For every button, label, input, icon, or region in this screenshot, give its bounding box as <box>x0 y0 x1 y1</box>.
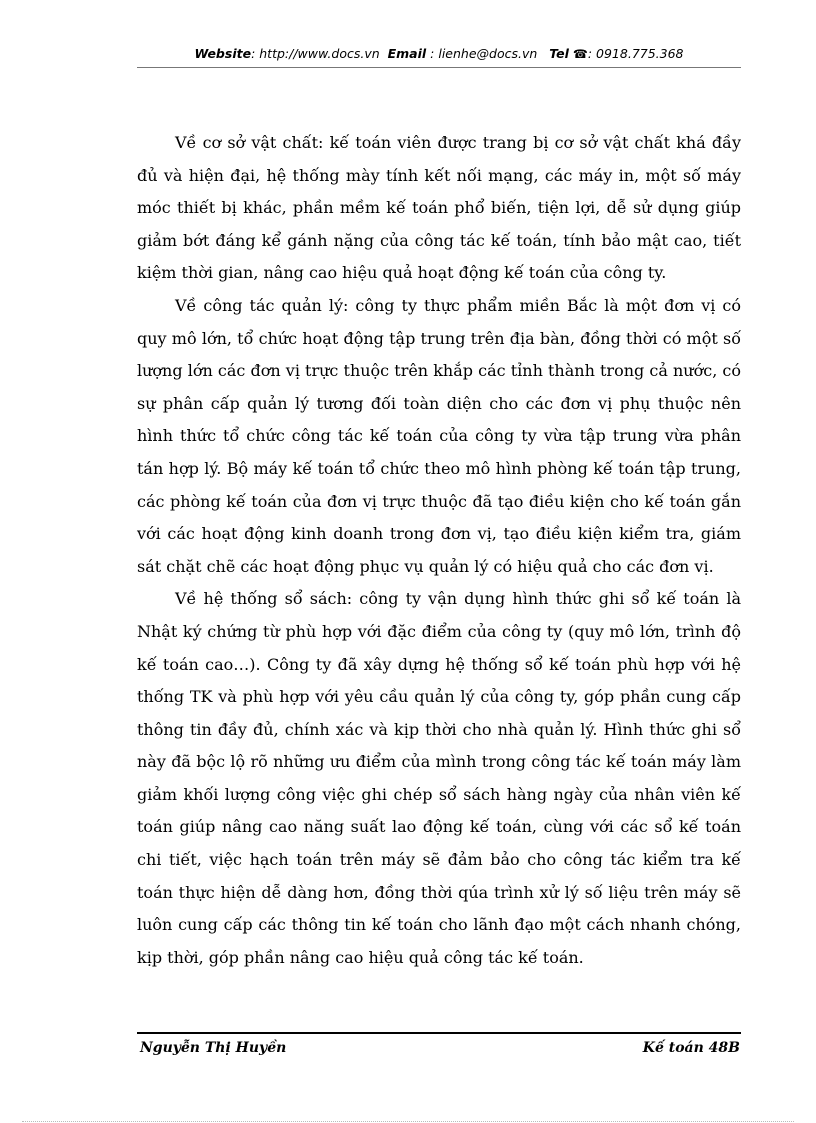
website-link[interactable]: : http://www.docs.vn <box>251 46 380 61</box>
paragraph-management: Về công tác quản lý: công ty thực phẩm miền Bắc là một đơn vị có quy mô lớn, tổ chức hoạt động tập trung trên địa bàn, đồng thời có một số lượng lớn các đơn vị trực thuộc trên khắp các tỉnh thành trong cả nước, có sự phân cấp quản lý tương đối toàn diện cho các đơn vị phụ thuộc nên hình thức tổ chức công tác kế toán của công ty vừa tập trung vừa phân tán hợp lý. Bộ máy kế toán tổ chức theo mô hình phòng kế toán tập trung, các phòng kế toán của đơn vị trực thuộc đã tạo điều kiện cho kế toán gắn với các hoạt động kinh doanh trong đơn vị, tạo điều kiện kiểm tra, giám sát chặt chẽ các hoạt động phục vụ quản lý có hiệu quả cho các đơn vị. <box>137 295 741 576</box>
header-divider <box>137 67 741 68</box>
email-link[interactable]: : lienhe@docs.vn <box>430 46 538 61</box>
footer-divider <box>137 1032 741 1034</box>
email-label: Email <box>387 46 427 61</box>
tel-value: : 0918.775.368 <box>587 46 684 61</box>
footer-class: Kế toán 48B <box>642 1040 740 1056</box>
paragraph-bookkeeping: Về hệ thống sổ sách: công ty vận dụng hình thức ghi sổ kế toán là Nhật ký chứng từ phù hợp với đặc điểm của công ty (quy mô lớn, trình độ kế toán cao…). Công ty đã xây dựng hệ thống sổ kế toán phù hợp với hệ thống TK và phù hợp với yêu cầu quản lý của công ty, góp phần cung cấp thông tin đầy đủ, chính xác và kịp thời cho nhà quản lý. Hình thức ghi sổ này đã bộc lộ rõ những ưu điểm của mình trong công tác kế toán máy làm giảm khối lượng công việc ghi chép sổ sách hàng ngày của nhân viên kế toán giúp nâng cao năng suất lao động kế toán, cùng với các sổ kế toán chi tiết, việc hạch toán trên máy sẽ đảm bảo cho công tác kiểm tra kế toán thực hiện dễ dàng hơn, đồng thời qúa trình xử lý số liệu trên máy sẽ luôn cung cấp các thông tin kế toán cho lãnh đạo một cách nhanh chóng, kịp thời, góp phần nâng cao hiệu quả công tác kế toán. <box>137 589 741 967</box>
page-edge-divider <box>22 1121 794 1122</box>
tel-label: Tel <box>549 46 569 61</box>
footer-author: Nguyễn Thị Huyền <box>140 1040 287 1056</box>
page-header <box>137 46 741 61</box>
document-body <box>137 127 741 974</box>
phone-icon: ☎ <box>572 47 588 61</box>
paragraph-facilities: Về cơ sở vật chất: kế toán viên được trang bị cơ sở vật chất khá đầy đủ và hiện đại, hệ thống mày tính kết nối mạng, các máy in, một số máy móc thiết bị khác, phần mềm kế toán phổ biến, tiện lợi, dễ sử dụng giúp giảm bớt đáng kể gánh nặng của công tác kế toán, tính bảo mật cao, tiết kiệm thời gian, nâng cao hiệu quả hoạt động kế toán của công ty. <box>137 133 741 283</box>
website-label: Website <box>194 46 252 61</box>
